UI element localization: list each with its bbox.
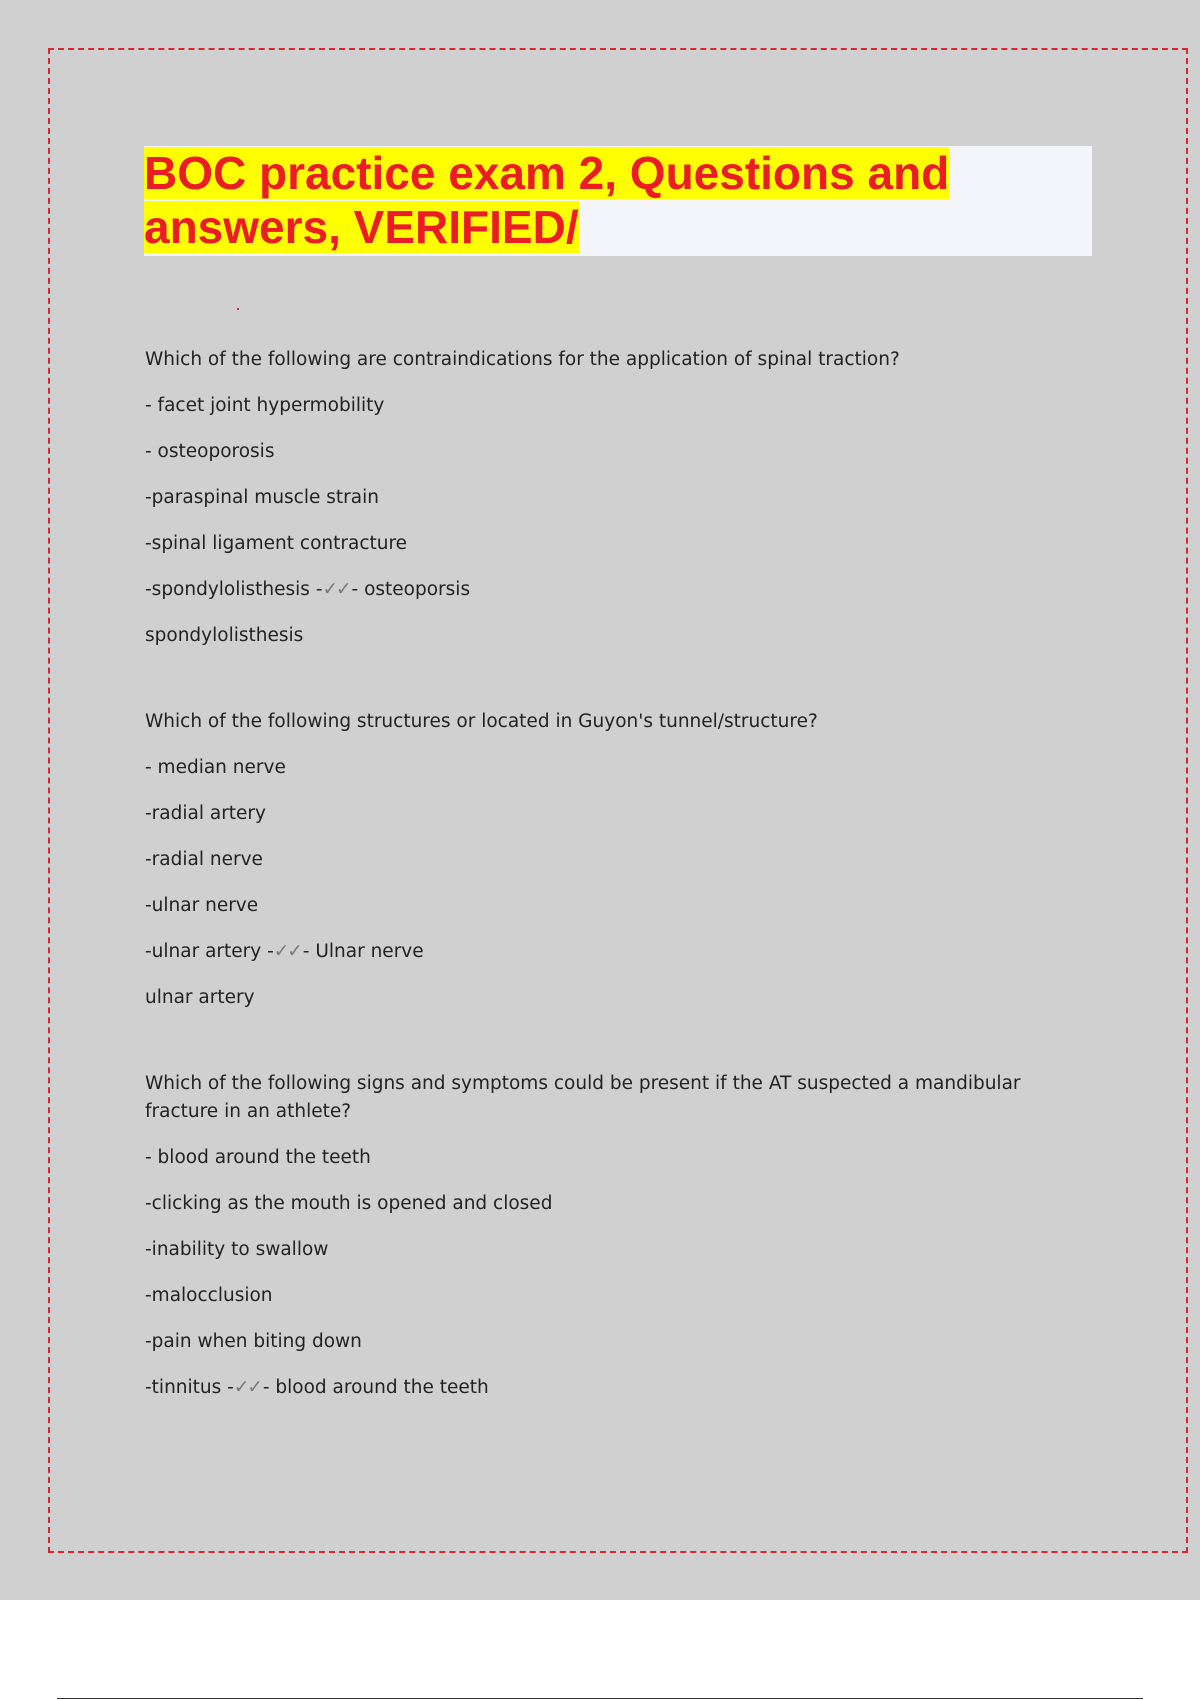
question-block-2 — [145, 708, 1085, 1012]
document-title — [144, 146, 1092, 254]
question-block-1 — [145, 346, 1085, 650]
title-line-1: BOC practice exam 2, Questions and — [144, 147, 950, 199]
answer-option: -radial artery — [145, 803, 266, 824]
check-mark-icon: ✓✓ — [233, 1377, 261, 1398]
answer-option: -ulnar nerve — [145, 895, 259, 916]
question-text: Which of the following are contraindications for the application of spinal traction? — [145, 349, 900, 370]
answer-option: -inability to swallow — [145, 1239, 329, 1260]
correct-answer: - blood around the teeth — [262, 1377, 489, 1398]
question-text: Which of the following signs and symptoms could be present if the AT suspected a mandibular fracture in an athlete? — [145, 1073, 1021, 1122]
question-list — [145, 346, 1085, 1402]
answer-option: -clicking as the mouth is opened and closed — [145, 1193, 553, 1214]
correct-answer: - Ulnar nerve — [302, 941, 424, 962]
stray-dot — [237, 308, 239, 310]
answer-lead: -tinnitus - — [145, 1377, 234, 1398]
check-mark-icon: ✓✓ — [322, 579, 350, 600]
answer-option: - facet joint hypermobility — [145, 395, 385, 416]
answer-option: - blood around the teeth — [145, 1147, 371, 1168]
answer-lead: -spondylolisthesis - — [145, 579, 323, 600]
answer-option: -pain when biting down — [145, 1331, 362, 1352]
footer-rule — [57, 1698, 1143, 1699]
answer-option: -spinal ligament contracture — [145, 533, 408, 554]
title-line-2: answers, VERIFIED/ — [144, 201, 579, 253]
answer-continuation: ulnar artery — [145, 987, 255, 1008]
answer-line — [145, 576, 1085, 604]
answer-option: -malocclusion — [145, 1285, 273, 1306]
correct-answer: - osteoporsis — [351, 579, 471, 600]
answer-option: - osteoporosis — [145, 441, 275, 462]
answer-option: - median nerve — [145, 757, 286, 778]
answer-line — [145, 938, 1085, 966]
check-mark-icon: ✓✓ — [273, 941, 301, 962]
answer-lead: -ulnar artery - — [145, 941, 274, 962]
answer-option: -radial nerve — [145, 849, 263, 870]
question-text: Which of the following structures or located in Guyon's tunnel/structure? — [145, 711, 818, 732]
title-block — [144, 146, 1092, 256]
question-block-3 — [145, 1070, 1085, 1402]
answer-line — [145, 1374, 1085, 1402]
answer-option: -paraspinal muscle strain — [145, 487, 379, 508]
answer-continuation: spondylolisthesis — [145, 625, 304, 646]
